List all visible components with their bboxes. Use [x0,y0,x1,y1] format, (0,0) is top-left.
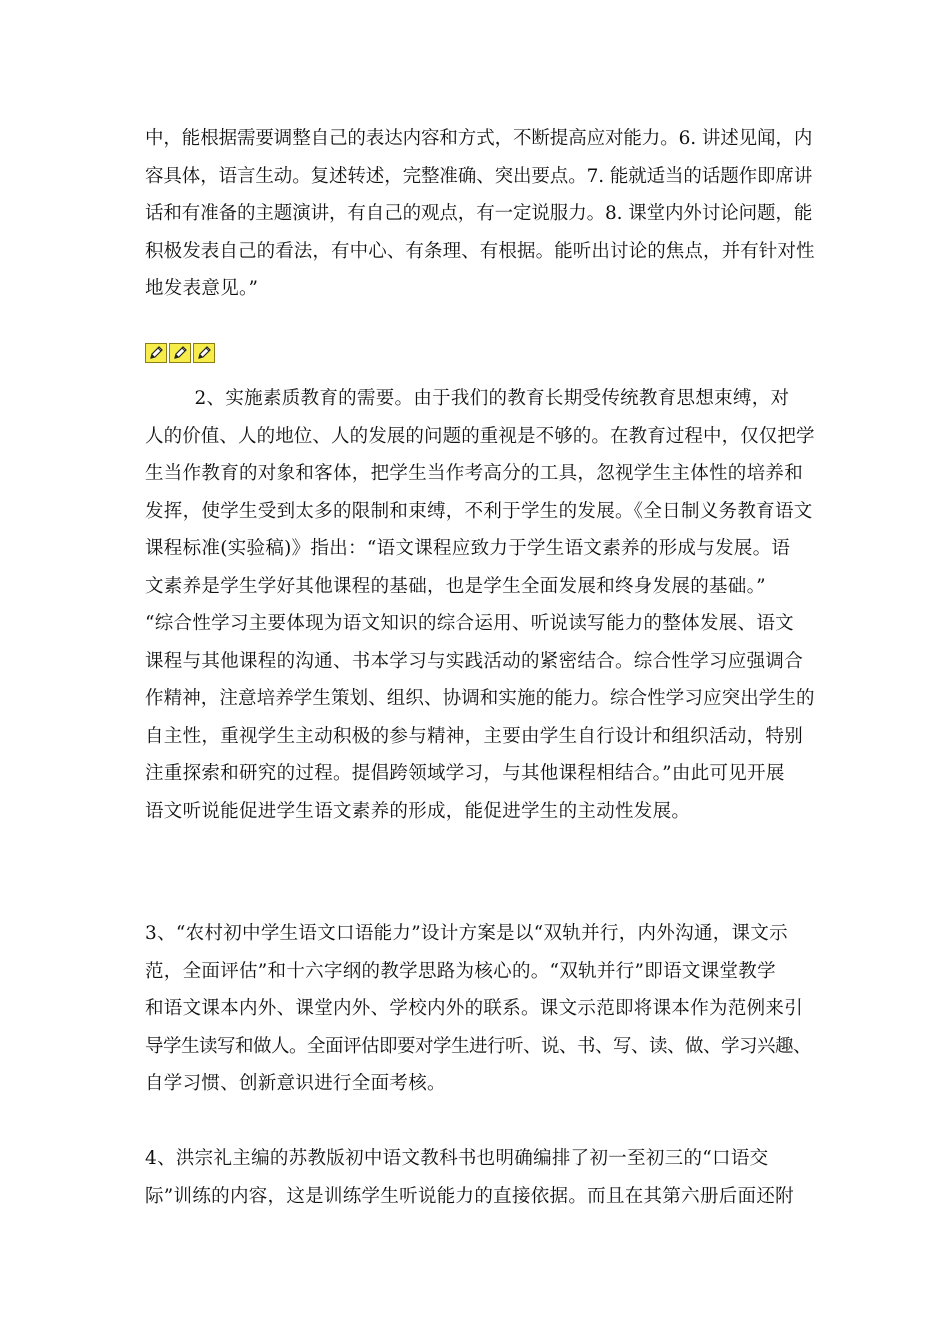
text-line: 和语文课本内外、课堂内外、学校内外的联系。课文示范即将课本作为范例来引 [145,998,804,1019]
text-line: 地发表意见。” [145,278,259,299]
text-line: 3、“农村初中学生语文口语能力”设计方案是以“双轨并行，内外沟通，课文示 [145,923,788,944]
text-line: 话和有准备的主题演讲，有自己的观点，有一定说服力。8. 课堂内外讨论问题，能 [145,203,813,224]
text-line: 4、洪宗礼主编的苏教版初中语文教科书也明确编排了初一至初三的“口语交 [145,1148,769,1169]
paragraph-3 [145,915,815,1103]
pencil-icon [145,343,167,363]
text-line: 语文听说能促进学生语文素养的形成，能促进学生的主动性发展。 [145,800,691,822]
text-line: 注重探索和研究的过程。提倡跨领域学习，与其他课程相结合。”由此可见开展 [145,763,785,784]
text-line: 导学生读写和做人。全面评估即要对学生进行听、说、书、写、读、做、学习兴趣、 [145,1035,812,1057]
text-line: 自学习惯、创新意识进行全面考核。 [145,1073,446,1094]
text-line: 作精神，注意培养学生策划、组织、协调和实施的能力。综合性学习应突出学生的 [145,688,815,709]
paragraph-1 [145,120,815,308]
text-line: “综合性学习主要体现为语文知识的综合运用、听说读写能力的整体发展、语文 [145,613,794,634]
pencil-icon [169,343,191,363]
paragraph-4 [145,1140,815,1215]
text-line: 课程标准(实验稿)》指出：“语文课程应致力于学生语文素养的形成与发展。语 [145,538,791,559]
text-line: 人的价值、人的地位、人的发展的问题的重视是不够的。在教育过程中，仅仅把学 [145,425,815,447]
text-line: 2、实施素质教育的需要。由于我们的教育长期受传统教育思想束缚，对 [145,388,790,409]
text-line: 容具体，语言生动。复述转述，完整准确、突出要点。7. 能就适当的话题作即席讲 [145,165,813,187]
text-line: 中，能根据需要调整自己的表达内容和方式，不断提高应对能力。6. 讲述见闻，内 [145,128,813,149]
decorative-icon-strip [145,343,215,363]
text-line: 文素养是学生学好其他课程的基础，也是学生全面发展和终身发展的基础。” [145,575,766,597]
text-line: 积极发表自己的看法，有中心、有条理、有根据。能听出讨论的焦点，并有针对性 [145,240,815,262]
pencil-icon [193,343,215,363]
text-line: 自主性，重视学生主动积极的参与精神，主要由学生自行设计和组织活动，特别 [145,725,804,747]
text-line: 发挥，使学生受到太多的限制和束缚，不利于学生的发展。《全日制义务教育语文 [145,500,813,522]
text-line: 范，全面评估”和十六字纲的教学思路为核心的。“双轨并行”即语文课堂教学 [145,960,776,982]
text-line: 课程与其他课程的沟通、书本学习与实践活动的紧密结合。综合性学习应强调合 [145,650,804,672]
text-line: 际”训练的内容，这是训练学生听说能力的直接依据。而且在其第六册后面还附 [145,1185,794,1207]
text-line: 生当作教育的对象和客体，把学生当作考高分的工具，忽视学生主体性的培养和 [145,463,804,484]
paragraph-2 [145,380,815,830]
